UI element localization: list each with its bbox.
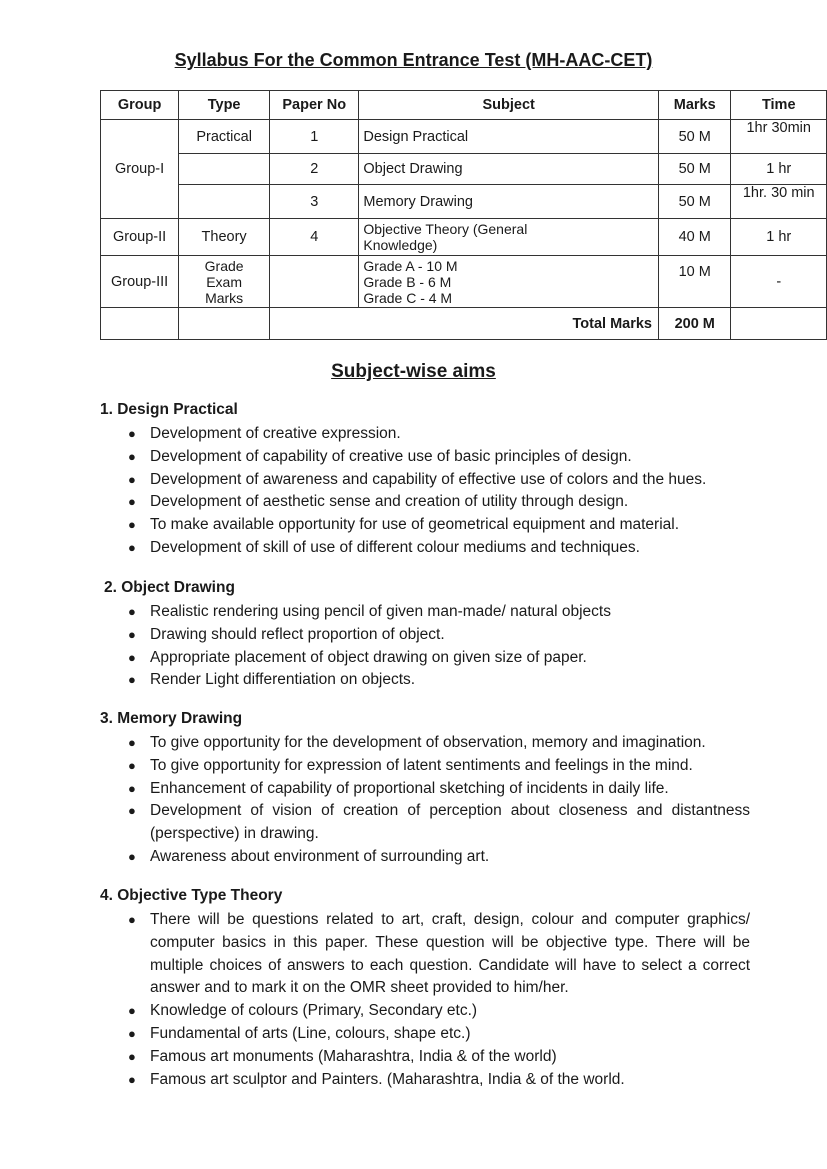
section-design-practical <box>100 400 750 560</box>
table-row <box>101 154 827 185</box>
bullet-list <box>104 601 750 692</box>
paper-cell <box>270 256 359 308</box>
empty-cell <box>179 308 270 340</box>
list-item <box>128 778 750 801</box>
bullet-icon: ● <box>128 912 136 927</box>
subject-line: Knowledge) <box>363 237 438 253</box>
list-item-text: Development of vision of creation of perception about closeness and distantness (perspective) in drawing. <box>150 802 750 843</box>
table-header-row <box>101 91 827 120</box>
section-objective-type-theory <box>100 886 750 1091</box>
bullet-icon: ● <box>128 1025 136 1041</box>
list-item-text: Development of aesthetic sense and creation of utility through design. <box>150 493 629 511</box>
marks-cell: 50 M <box>659 185 731 219</box>
bullet-icon: ● <box>128 649 136 665</box>
bullet-icon: ● <box>128 1003 136 1019</box>
grade-line: Grade A - 10 M <box>363 257 458 274</box>
section-heading: 2. Object Drawing <box>104 579 235 596</box>
bullet-icon: ● <box>128 539 136 555</box>
section-heading: 3. Memory Drawing <box>100 710 243 727</box>
bullet-list <box>100 423 750 560</box>
list-item-text: Development of awareness and capability of effective use of colors and the hues. <box>150 470 707 488</box>
paper-cell: 3 <box>270 185 359 219</box>
header-subject: Subject <box>359 91 659 120</box>
time-cell: 1hr. 30 min <box>731 185 827 219</box>
list-item <box>128 537 750 560</box>
bullet-icon: ● <box>128 626 136 642</box>
total-label: Total Marks <box>270 308 659 340</box>
header-type: Type <box>179 91 270 120</box>
list-item <box>128 846 750 869</box>
bullet-icon: ● <box>128 780 136 796</box>
grade-line: Grade C - 4 M <box>363 289 453 306</box>
bullet-icon: ● <box>128 1071 136 1087</box>
list-item <box>128 1000 750 1023</box>
total-value: 200 M <box>659 308 731 340</box>
list-item <box>128 800 750 846</box>
type-line: Exam <box>206 273 243 290</box>
subject-line: Objective Theory (General <box>363 221 528 237</box>
list-item-text: Realistic rendering using pencil of given man-made/ natural objects <box>150 603 611 620</box>
list-item <box>128 601 750 624</box>
list-item-text: To make available opportunity for use of geometrical equipment and material. <box>150 516 680 534</box>
table-row <box>101 256 827 308</box>
list-item-text: Famous art monuments (Maharashtra, India & of the world) <box>150 1047 557 1065</box>
subject-cell: Object Drawing <box>359 154 659 185</box>
list-item <box>128 647 750 670</box>
list-item-text: Drawing should reflect proportion of object. <box>150 625 445 643</box>
bullet-icon: ● <box>128 757 136 773</box>
marks-cell: 40 M <box>659 219 731 256</box>
section-heading: 1. Design Practical <box>100 401 238 418</box>
paper-cell: 1 <box>270 120 359 154</box>
bullet-icon: ● <box>128 1048 136 1064</box>
list-item-text: Development of skill of use of different colour mediums and techniques. <box>150 538 640 556</box>
type-line: Grade <box>204 257 244 274</box>
bullet-icon: ● <box>128 448 136 464</box>
bullet-list <box>100 909 750 1091</box>
list-item <box>128 423 750 446</box>
marks-cell: 10 M <box>659 256 731 308</box>
list-item-text: Enhancement of capability of proportional sketching of incidents in daily life. <box>150 779 669 797</box>
subject-cell <box>359 219 659 256</box>
list-item-text: Fundamental of arts (Line, colours, shape etc.) <box>150 1024 471 1042</box>
list-item <box>128 469 750 492</box>
list-item <box>128 669 750 692</box>
table-row <box>101 219 827 256</box>
time-cell: 1hr 30min <box>731 120 827 154</box>
type-cell: Theory <box>179 219 270 256</box>
type-cell <box>179 256 270 308</box>
list-item-text: Development of capability of creative use of basic principles of design. <box>150 447 632 465</box>
list-item-text: To give opportunity for expression of latent sentiments and feelings in the mind. <box>150 756 693 774</box>
list-item-text: Appropriate placement of object drawing on given size of paper. <box>150 648 587 666</box>
bullet-icon: ● <box>128 471 136 487</box>
paper-cell: 2 <box>270 154 359 185</box>
header-time: Time <box>731 91 827 120</box>
type-cell <box>179 154 270 185</box>
syllabus-table <box>100 90 827 340</box>
type-line: Marks <box>205 289 244 306</box>
time-cell: - <box>731 256 827 308</box>
list-item-text: Render Light differentiation on objects. <box>150 671 416 689</box>
section-heading: 4. Objective Type Theory <box>100 887 283 904</box>
bullet-icon: ● <box>128 604 136 619</box>
section-memory-drawing <box>100 709 750 869</box>
header-marks: Marks <box>659 91 731 120</box>
list-item <box>128 732 750 755</box>
list-item <box>128 1069 750 1092</box>
list-item-text: Development of creative expression. <box>150 425 401 442</box>
list-item <box>128 624 750 647</box>
bullet-icon: ● <box>128 517 136 533</box>
marks-cell: 50 M <box>659 120 731 154</box>
list-item-text: Knowledge of colours (Primary, Secondary etc.) <box>150 1002 478 1020</box>
time-cell: 1 hr <box>731 154 827 185</box>
total-row <box>101 308 827 340</box>
group-cell: Group-II <box>101 219 179 256</box>
list-item <box>128 446 750 469</box>
list-item <box>128 755 750 778</box>
bullet-icon: ● <box>128 803 136 819</box>
subject-cell: Memory Drawing <box>359 185 659 219</box>
header-group: Group <box>101 91 179 120</box>
header-paper-no: Paper No <box>270 91 359 120</box>
table-row <box>101 185 827 219</box>
subject-cell <box>359 256 659 308</box>
list-item-text: To give opportunity for the development of observation, memory and imagination. <box>150 734 706 751</box>
grade-line: Grade B - 6 M <box>363 273 452 290</box>
bullet-icon: ● <box>128 426 136 441</box>
list-item <box>128 514 750 537</box>
list-item <box>128 1023 750 1046</box>
bullet-icon: ● <box>128 848 136 864</box>
document-title: Syllabus For the Common Entrance Test (MH-AAC-CET) <box>174 50 653 70</box>
empty-cell <box>731 308 827 340</box>
list-item <box>128 909 750 1000</box>
list-item-text: Famous art sculptor and Painters. (Maharashtra, India & of the world. <box>150 1070 625 1088</box>
section-title: Subject-wise aims <box>331 361 496 382</box>
empty-cell <box>101 308 179 340</box>
marks-cell: 50 M <box>659 154 731 185</box>
type-cell <box>179 185 270 219</box>
type-cell: Practical <box>179 120 270 154</box>
subject-cell: Design Practical <box>359 120 659 154</box>
table-row <box>101 120 827 154</box>
bullet-icon: ● <box>128 494 136 510</box>
list-item-text: There will be questions related to art, craft, design, colour and computer graphics/ computer basics in this paper. These question will be objective type. There will be multiple choices of answers to each question. Candidate will have to select a correct answer and to mark it on the OMR sheet provided to him/her. <box>150 911 750 997</box>
paper-cell: 4 <box>270 219 359 256</box>
list-item <box>128 491 750 514</box>
time-cell: 1 hr <box>731 219 827 256</box>
section-object-drawing <box>104 578 750 692</box>
bullet-icon: ● <box>128 672 136 688</box>
list-item-text: Awareness about environment of surrounding art. <box>150 847 490 865</box>
group-cell: Group-I <box>101 120 179 219</box>
list-item <box>128 1046 750 1069</box>
group-cell: Group-III <box>101 256 179 308</box>
bullet-icon: ● <box>128 735 136 750</box>
bullet-list <box>100 732 750 869</box>
